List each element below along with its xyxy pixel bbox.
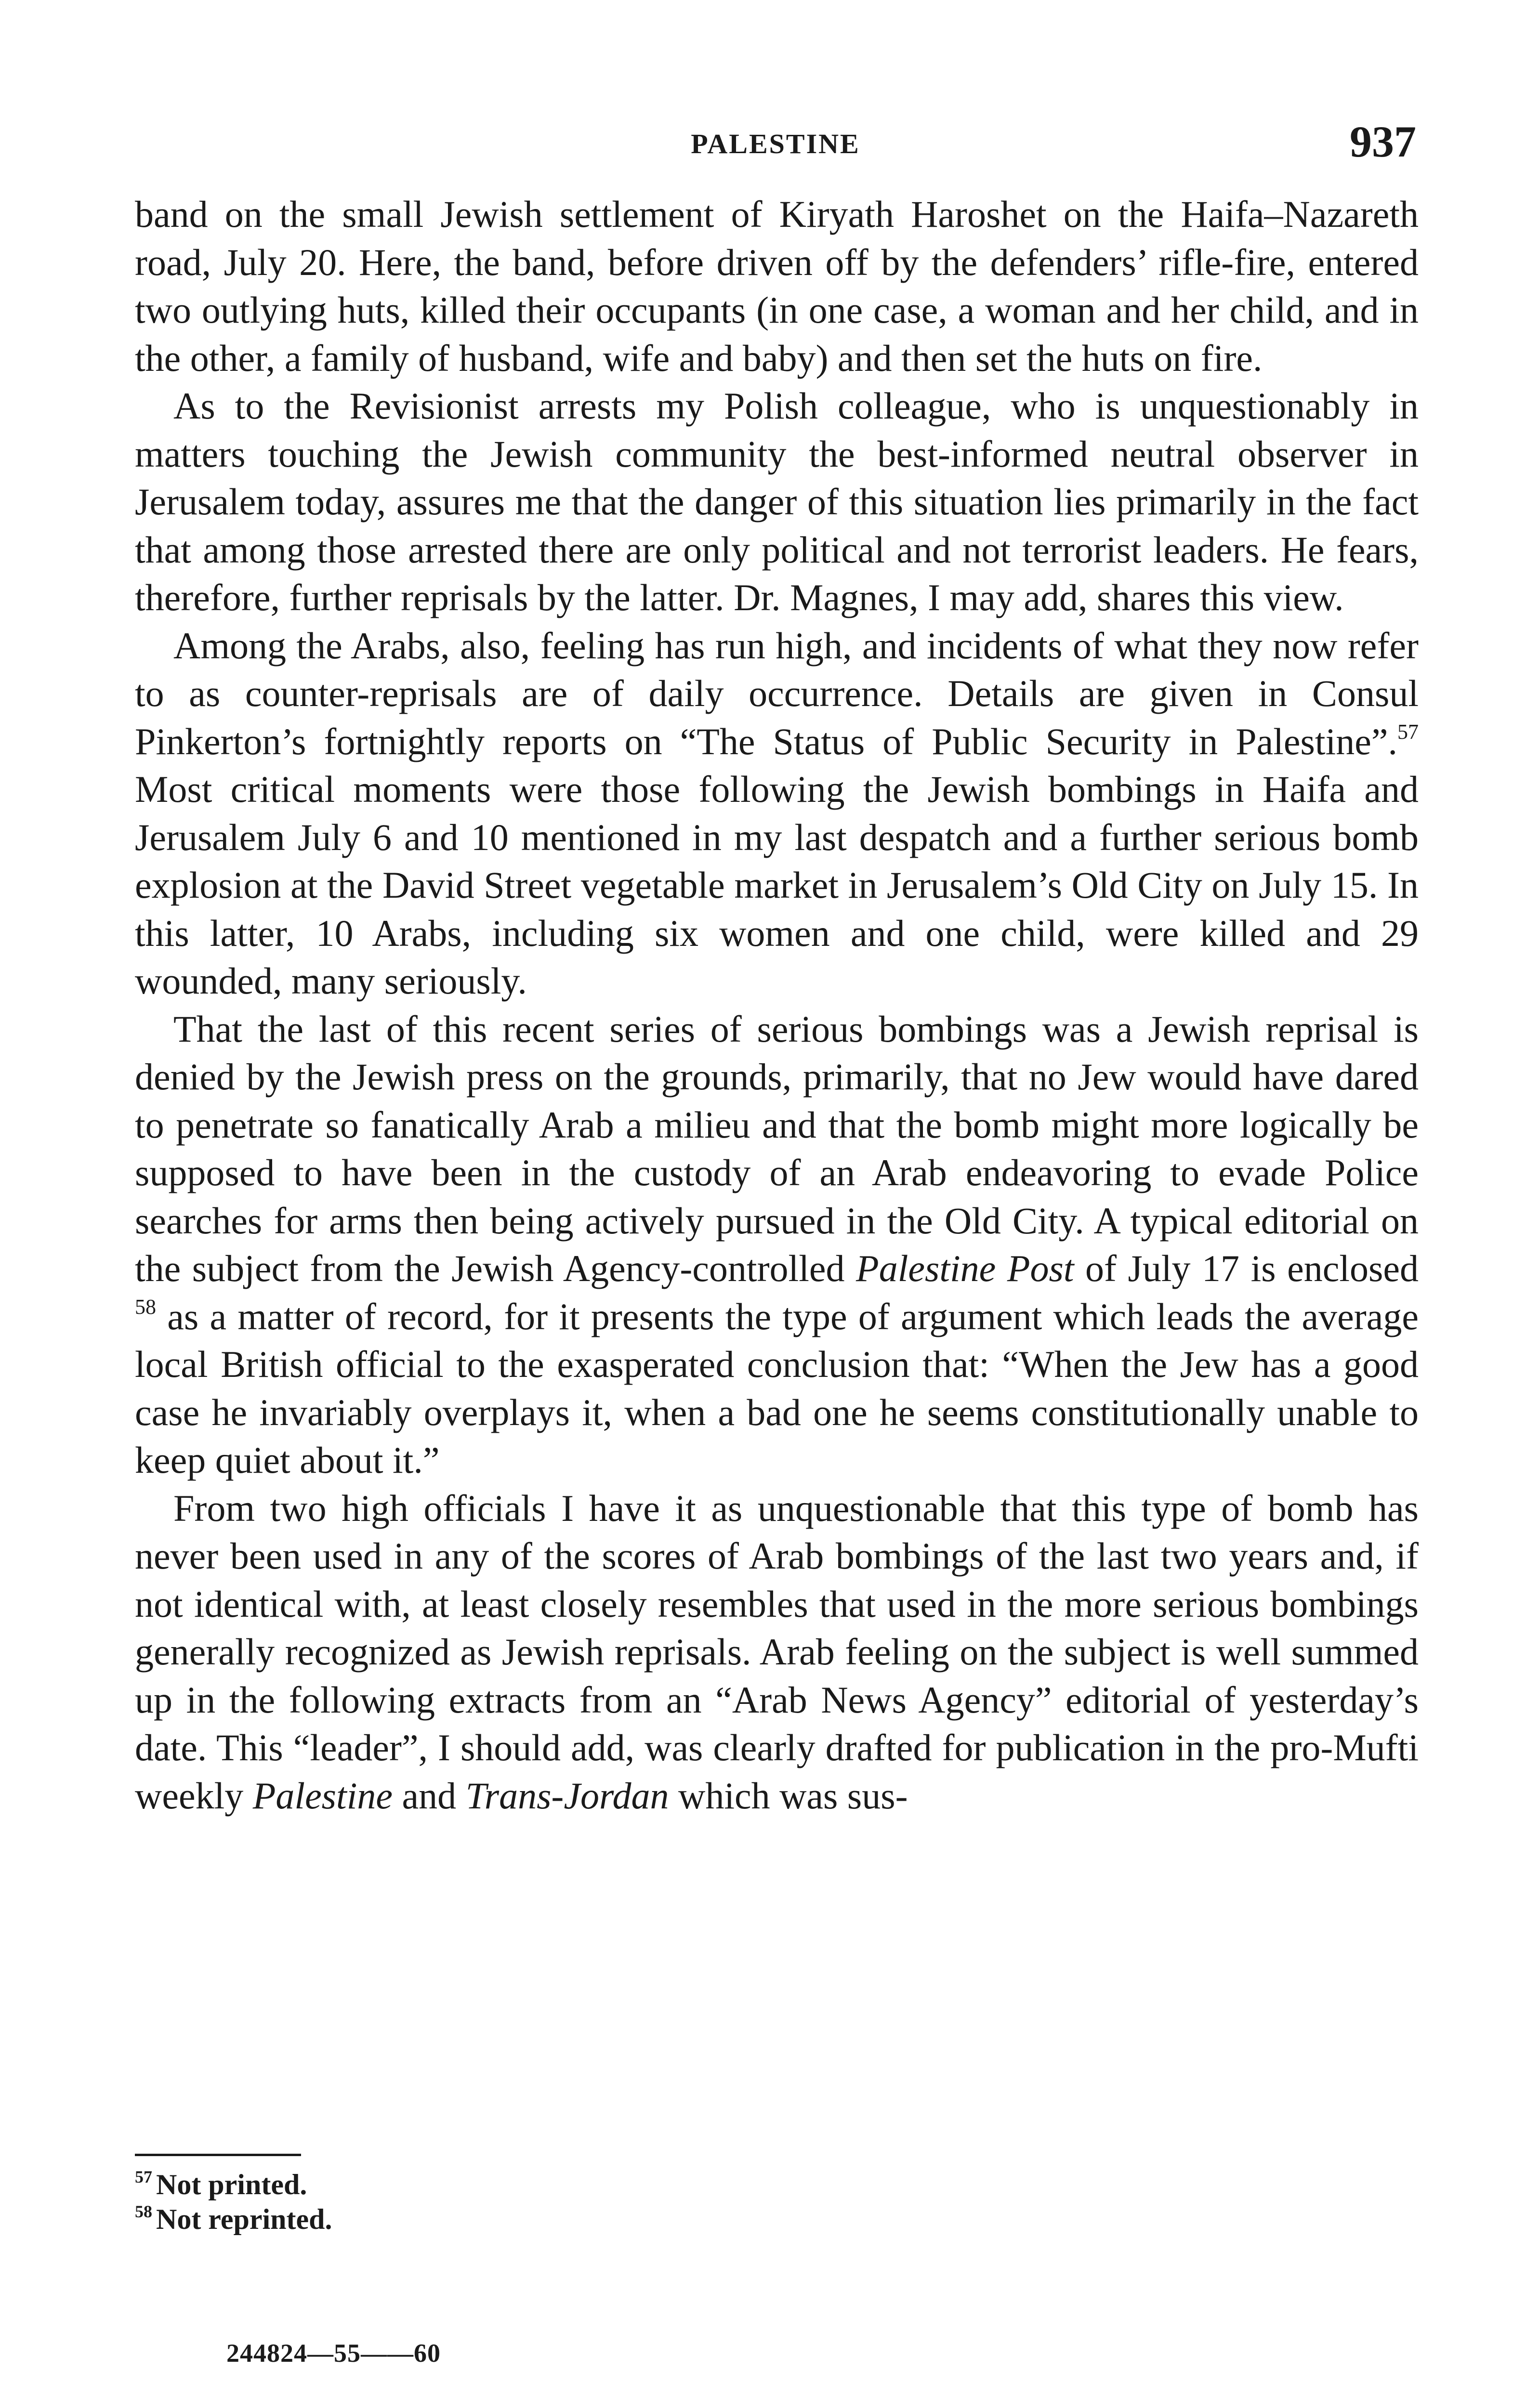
paragraph-1: band on the small Jewish settlement of Kiryath Haroshet on the Haifa–Nazareth road, July 20. Here, the band, before driven off by the defenders’ rifle-fire, entered two outlying huts, killed their occupants (in one case, a woman and her child, and in the other, a family of husband, wife and baby) and then set the huts on fire. xyxy=(135,193,1419,379)
footnote xyxy=(135,2202,332,2237)
print-code: 244824—55——60 xyxy=(226,2339,441,2368)
footnote-text: Not reprinted. xyxy=(156,2203,332,2235)
footnote xyxy=(135,2167,332,2202)
paragraph-5-text-b: and xyxy=(393,1774,466,1817)
paragraph-5-text-c: which was sus- xyxy=(669,1774,908,1817)
paragraph-3 xyxy=(135,622,1419,1005)
footnotes xyxy=(135,2167,332,2237)
paragraph-4-text-c: as a matter of record, for it presents the type of argument which leads the average local British official to the exasperated conclusion that: “When the Jew has a good case he invariably overplays it, when a bad one he seems constitutionally unable to keep quiet about it.” xyxy=(135,1295,1419,1481)
paragraph-5-text-a: From two high officials I have it as unquestionable that this type of bomb has never been used in any of the scores of Arab bombings of the last two years and, if not identical with, at least closely resembles that used in the more serious bombings generally recognized as Jewish reprisals. Arab feeling on the subject is well summed up in the following extracts from an “Arab News Agency” editorial of yesterday’s date. This “leader”, I should add, was clearly drafted for publication in the pro-Mufti weekly xyxy=(135,1487,1419,1817)
footnote-mark: 57 xyxy=(135,2167,152,2186)
running-title: PALESTINE xyxy=(691,128,860,159)
publication-title-trans-jordan: Trans-Jordan xyxy=(465,1774,669,1817)
body-text xyxy=(135,190,1419,1819)
publication-title-palestine: Palestine xyxy=(252,1774,393,1817)
footnote-mark: 58 xyxy=(135,2202,152,2221)
paragraph-5 xyxy=(135,1484,1419,1820)
paragraph-3-text-b: Most critical moments were those following the Jewish bombings in Haifa and Jerusalem July 6 and 10 mentioned in my last despatch and a further serious bomb explosion at the David Street vegetable market in Jerusalem’s Old City on July 15. In this latter, 10 Arabs, including six women and one child, were killed and 29 wounded, many seriously. xyxy=(135,768,1419,1002)
paragraph-3-text-a: Among the Arabs, also, feeling has run high, and incidents of what they now refer to as counter-reprisals are of daily occurrence. Details are given in Consul Pinkerton’s fortnightly reports on “The Status of Public Security in Palestine”. xyxy=(135,624,1419,762)
running-head xyxy=(135,118,1416,171)
paragraph-4 xyxy=(135,1005,1419,1484)
footnote-reference-57: 57 xyxy=(1397,720,1419,744)
paragraph-2: As to the Revisionist arrests my Polish colleague, who is unquestionably in matters touching the Jewish community the best-informed neutral observer in Jerusalem today, assures me that the danger of this situation lies primarily in the fact that among those arrested there are only political and not terrorist leaders. He fears, therefore, further reprisals by the latter. Dr. Magnes, I may add, shares this view. xyxy=(135,385,1419,618)
paragraph-4-text-a: That the last of this recent series of serious bombings was a Jewish reprisal is denied by the Jewish press on the grounds, primarily, that no Jew would have dared to penetrate so fanatically Arab a milieu and that the bomb might more logically be supposed to have been in the custody of an Arab endeavoring to evade Police searches for arms then being actively pursued in the Old City. A typical editorial on the subject from the Jewish Agency-controlled xyxy=(135,1008,1419,1289)
page-number: 937 xyxy=(1350,117,1416,166)
publication-title-palestine-post: Palestine Post xyxy=(856,1247,1074,1289)
footnote-reference-58: 58 xyxy=(135,1295,156,1319)
footnote-text: Not printed. xyxy=(156,2169,307,2200)
footnote-divider xyxy=(135,2154,301,2156)
paragraph-4-text-b: of July 17 is enclosed xyxy=(1074,1247,1419,1289)
